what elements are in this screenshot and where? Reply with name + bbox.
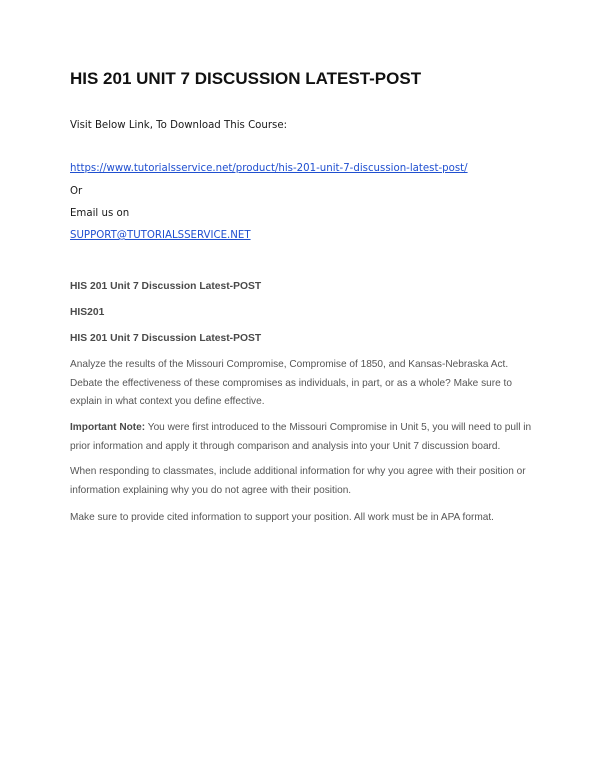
paragraph-line: Analyze the results of the Missouri Compromise, Compromise of 1850, and Kansas-Nebraska Act.: [70, 359, 509, 370]
paragraph-line: explain in what context you define effective.: [70, 396, 265, 407]
citation-paragraph: [70, 509, 540, 528]
paragraph-line: Debate the effectiveness of these compromises as individuals, in part, or as a whole? Make sure to: [70, 377, 512, 389]
assignment-paragraph: [70, 356, 540, 412]
course-code: HIS201: [70, 307, 105, 318]
paragraph-line: Make sure to provide cited information to support your position. All work must be in APA format.: [70, 512, 494, 523]
paragraph-line: [70, 419, 540, 438]
important-note-paragraph: [70, 419, 540, 456]
responding-paragraph: [70, 463, 540, 500]
support-email-link[interactable]: SUPPORT@TUTORIALSSERVICE.NET: [70, 230, 251, 241]
paragraph-line: information explaining why you do not agree with their position.: [70, 484, 352, 496]
important-note-label: Important Note:: [70, 422, 146, 433]
paragraph-line: When responding to classmates, include additional information for why you agree with their position or: [70, 466, 526, 477]
paragraph-line: prior information and apply it through comparison and analysis into your Unit 7 discussion board.: [70, 440, 501, 452]
document-title: HIS 201 UNIT 7 DISCUSSION LATEST-POST: [70, 69, 422, 88]
download-intro-text: Visit Below Link, To Download This Course:: [70, 120, 288, 131]
important-note-text: You were first introduced to the Missouri Compromise in Unit 5, you will need to pull in: [145, 422, 532, 433]
course-download-link[interactable]: https://www.tutorialsservice.net/product/his-201-unit-7-discussion-latest-post/: [70, 163, 468, 174]
email-label: Email us on: [70, 208, 130, 219]
section-heading-1: HIS 201 Unit 7 Discussion Latest-POST: [70, 281, 262, 292]
section-heading-2: HIS 201 Unit 7 Discussion Latest-POST: [70, 333, 262, 344]
or-text: Or: [70, 186, 83, 197]
